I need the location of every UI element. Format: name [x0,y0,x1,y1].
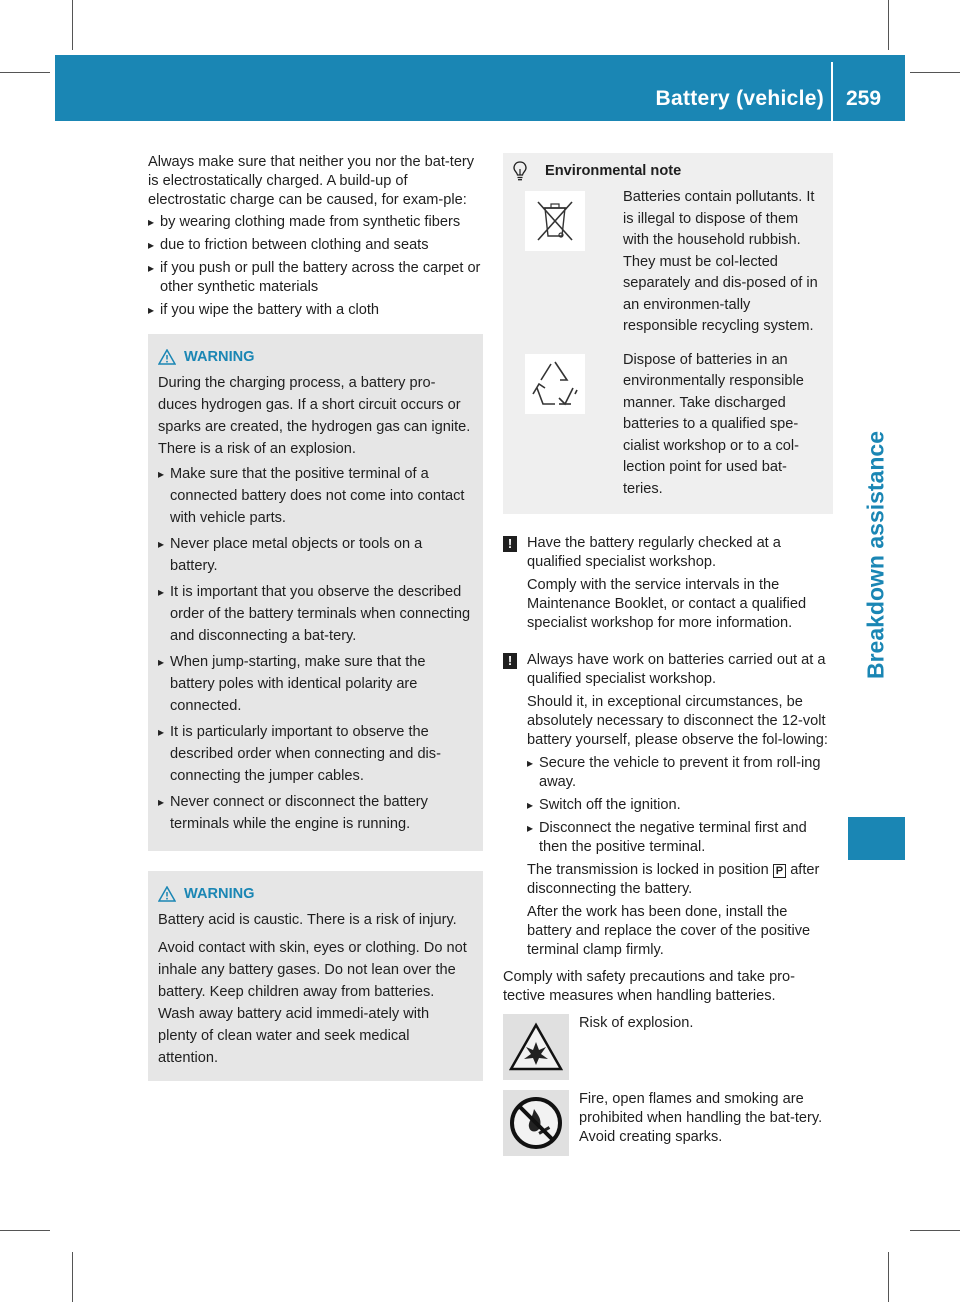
crop-mark [910,1230,960,1231]
environmental-note-heading [513,161,823,181]
explosion-warning-icon [503,1014,569,1080]
environmental-note-title: Environmental note [545,162,682,179]
list-item: ▸ by wearing clothing made from synthetic fibers [148,213,483,232]
left-column [148,153,483,1081]
note-workshop [503,651,833,964]
warning-triangle-icon [158,349,176,365]
list-item: ▸ Never place metal objects or tools on a battery. [158,533,471,577]
list-item: ▸ It is particularly important to observe the described order when connecting and dis-connecting the jumper cables. [158,721,471,787]
list-item: ▸ Disconnect the negative terminal first and then the positive terminal. [527,819,833,857]
warning-text: During the charging process, a battery pro-duces hydrogen gas. If a short circuit occurs or sparks are created, the hydrogen gas can ignite. There is a risk of an explosion. [158,375,471,457]
environmental-note-box [503,153,833,514]
note-body [527,534,833,637]
crop-mark [0,72,50,73]
no-fire-icon [503,1090,569,1156]
disconnect-steps-list [527,754,833,857]
recycle-icon [525,354,585,414]
intro-paragraph: Always make sure that neither you nor the bat-tery is electrostatically charged. A build-up of electrostatic charge can be caused, for exam-ple: [148,154,475,208]
warning-text: Battery acid is caustic. There is a risk of injury. [158,912,457,928]
list-item: ▸ if you wipe the battery with a cloth [148,301,483,320]
section-title: Battery (vehicle) [655,87,824,110]
chapter-marker [848,817,905,860]
symbol-row [503,1090,833,1156]
env-item [513,187,823,338]
note-text: After the work has been done, install the battery and replace the cover of the positive terminal clamp firmly. [527,904,811,958]
header-separator [831,62,833,121]
symbol-text: Fire, open flames and smoking are prohibited when handling the bat-tery. Avoid creating sparks. [579,1091,823,1145]
list-item: ▸ Make sure that the positive terminal of a connected battery does not come into contact with vehicle parts. [158,463,471,529]
warning-title: WARNING [184,349,255,365]
crop-mark [72,1252,73,1302]
warning-heading [158,883,471,905]
note-regular-check [503,534,833,637]
note-text-part: after disconnecting the battery. [527,862,820,897]
list-item: ▸ due to friction between clothing and seats [148,236,483,255]
note-text [527,861,833,899]
note-text: Have the battery regularly checked at a qualified specialist workshop. [527,535,781,570]
crossed-bin-icon [525,191,585,251]
crop-mark [72,0,73,50]
warning-text: Avoid contact with skin, eyes or clothing. Do not inhale any battery gases. Do not lean over the battery. Keep children away from batteries. Wash away battery acid immedi-ately with plenty of clean water and seek medical attention. [158,940,467,1066]
exclamation-icon: ! [503,536,517,552]
chapter-tab: Breakdown assistance [862,430,889,680]
crop-mark [888,0,889,50]
note-body [527,651,833,964]
list-item: ▸ Secure the vehicle to prevent it from roll-ing away. [527,754,833,792]
right-column [503,153,833,1156]
crop-mark [0,1230,50,1231]
crop-mark [910,72,960,73]
warning-heading [158,346,471,368]
lightbulb-icon [513,161,527,181]
note-text-part: The transmission is locked in position [527,862,769,878]
warning-box-acid [148,871,483,1081]
park-position-symbol: P [773,864,786,878]
warning-triangle-icon [158,886,176,902]
page-number: 259 [846,87,882,110]
note-text: Comply with the service intervals in the Maintenance Booklet, or contact a qualified specialist workshop for more information. [527,577,807,631]
warning-title: WARNING [184,886,255,902]
static-charge-list [148,213,483,320]
note-text: Should it, in exceptional circumstances, be absolutely necessary to disconnect the 12-volt battery yourself, please observe the fol-lowing: [527,694,828,748]
list-item: ▸ if you push or pull the battery across the carpet or other synthetic materials [148,259,483,297]
env-item-text: Batteries contain pollutants. It is illegal to dispose of them with the household rubbish. They must be col-lected separately and dis-posed of in an environmen-tally responsible recycling system. [623,189,818,334]
env-item [513,350,823,501]
list-item: ▸ When jump-starting, make sure that the battery poles with identical polarity are connected. [158,651,471,717]
exclamation-icon: ! [503,653,517,669]
symbol-text: Risk of explosion. [579,1015,694,1031]
safety-paragraph: Comply with safety precautions and take pro-tective measures when handling batteries. [503,969,796,1004]
note-text: Always have work on batteries carried out at a qualified specialist workshop. [527,652,826,687]
env-item-text: Dispose of batteries in an environmentally responsible manner. Take discharged batteries to a qualified spe-cialist workshop or to a col-lection point for used bat-teries. [623,351,804,497]
list-item: ▸ It is important that you observe the described order of the battery terminals when connecting and disconnecting a bat-tery. [158,581,471,647]
warning-box-hydrogen [148,334,483,851]
list-item: ▸ Switch off the ignition. [527,796,833,815]
symbol-row [503,1014,833,1080]
warning-list [158,463,471,835]
crop-mark [888,1252,889,1302]
list-item: ▸ Never connect or disconnect the battery terminals while the engine is running. [158,791,471,835]
